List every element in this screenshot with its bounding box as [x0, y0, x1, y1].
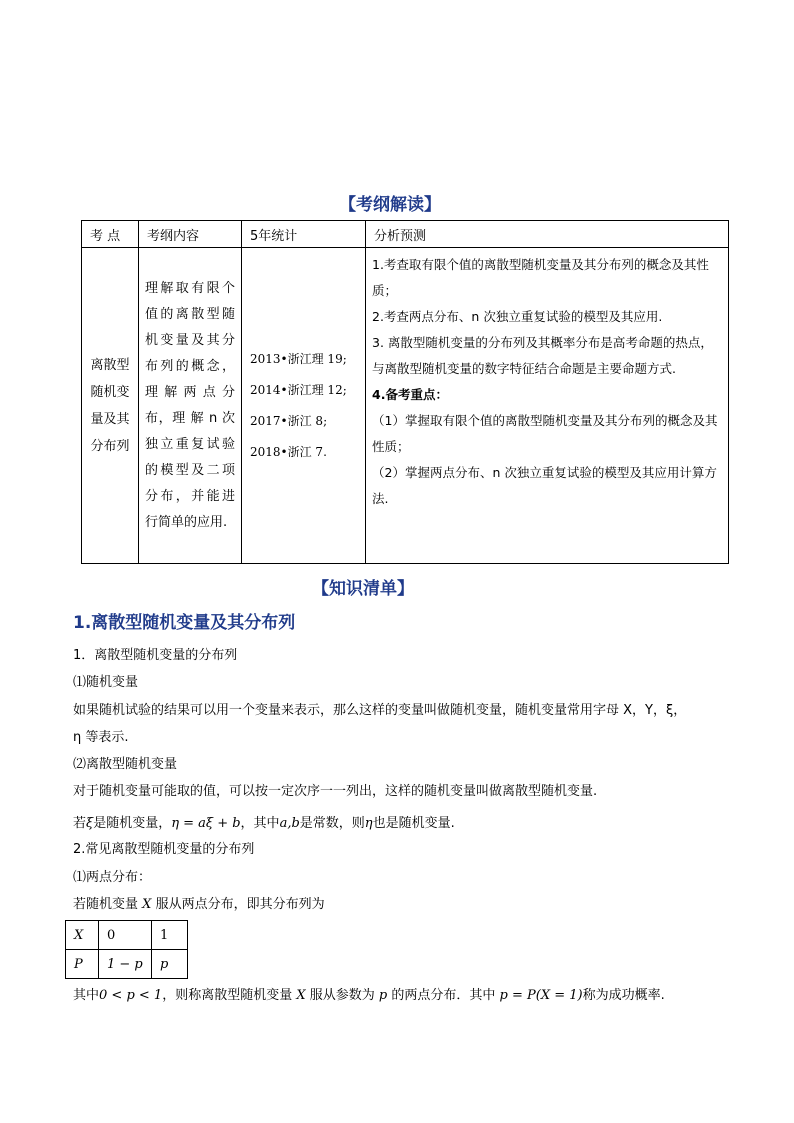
analysis-point: （2）掌握两点分布、n 次独立重复试验的模型及其应用计算方法. — [372, 465, 717, 506]
cell-prob: 1 − p — [99, 950, 152, 979]
analysis-point: 4.备考重点： — [372, 387, 448, 402]
exam-outline-table — [81, 220, 729, 564]
stat-item: 2018•浙江 7. — [250, 444, 327, 459]
table-row — [66, 950, 188, 979]
paragraph: 对于随机变量可能取的值，可以按一定次序一一列出，这样的随机变量叫做离散型随机变量. — [73, 784, 598, 799]
cell-requirement: 理解取有限个值的离散型随机变量及其分布列的概念，理解两点分布，理 解 n 次独立重复试验的模型及二项分布，并能进行简单的应用. — [139, 248, 242, 564]
stat-item: 2017•浙江 8; — [250, 413, 328, 428]
header-requirement: 考纲内容 — [139, 221, 242, 248]
math-x: X — [142, 897, 152, 912]
paragraph: 若ξ是随机变量，η = aξ + b，其中a,b是常数，则η也是随机变量. — [73, 816, 455, 831]
table-header-row — [82, 221, 729, 248]
section-title: 1.离散型随机变量及其分布列 — [73, 613, 296, 633]
cell-stats — [242, 248, 366, 564]
cell-prob: p — [152, 950, 188, 979]
paragraph: η 等表示. — [73, 730, 129, 745]
table-row — [66, 921, 188, 950]
subsection-title: ⑴两点分布： — [73, 870, 152, 885]
math-eta: η — [364, 816, 373, 831]
knowledge-list-heading: 【知识清单】 — [312, 579, 414, 599]
cell-p-label: P — [66, 950, 99, 979]
math-ab: a,b — [279, 816, 300, 831]
header-analysis: 分析预测 — [366, 221, 729, 248]
cell-value: 0 — [99, 921, 152, 950]
distribution-table — [65, 920, 188, 979]
stat-item: 2013•浙江理 19; — [250, 351, 347, 366]
analysis-point: 3. 离散型随机变量的分布列及其概率分布是高考命题的热点，与离散型随机变量的数字特征结合命题是主要命题方式. — [372, 335, 713, 376]
math-eta-formula: η = aξ + b — [171, 816, 241, 831]
header-topic: 考 点 — [82, 221, 139, 248]
table-row — [82, 248, 729, 564]
analysis-point: 2.考查两点分布、n 次独立重复试验的模型及其应用. — [372, 309, 663, 324]
cell-value: 1 — [152, 921, 188, 950]
math-x: X — [296, 988, 306, 1003]
math-p: p — [378, 988, 388, 1003]
subsection-title: ⑵离散型随机变量 — [73, 757, 178, 772]
cell-topic: 离散型随机变量及其分布列 — [82, 248, 139, 564]
exam-outline-heading: 【考纲解读】 — [339, 195, 441, 215]
cell-analysis — [366, 248, 729, 564]
paragraph: 其中0 < p < 1，则称离散型随机变量 X 服从参数为 p 的两点分布．其中 p = P(X = 1)称为成功概率. — [73, 988, 665, 1003]
subsection-title: ⑴随机变量 — [73, 675, 139, 690]
paragraph: 如果随机试验的结果可以用一个变量来表示，那么这样的变量叫做随机变量，随机变量常用字母 X，Y，ξ， — [73, 703, 687, 718]
analysis-point: 1.考查取有限个值的离散型随机变量及其分布列的概念及其性质； — [372, 257, 709, 298]
cell-x-label: X — [66, 921, 99, 950]
math-range: 0 < p < 1 — [99, 988, 163, 1003]
header-stats: 5年统计 — [242, 221, 366, 248]
math-success-prob: p = P(X = 1) — [499, 988, 583, 1003]
subsection-title: 1．离散型随机变量的分布列 — [73, 648, 238, 663]
stat-item: 2014•浙江理 12; — [250, 382, 347, 397]
analysis-point: （1）掌握取有限个值的离散型随机变量及其分布列的概念及其性质； — [372, 413, 718, 454]
paragraph: 若随机变量 X 服从两点分布，即其分布列为 — [73, 897, 325, 912]
math-xi: ξ — [86, 816, 94, 831]
subsection-title: 2.常见离散型随机变量的分布列 — [73, 842, 255, 857]
